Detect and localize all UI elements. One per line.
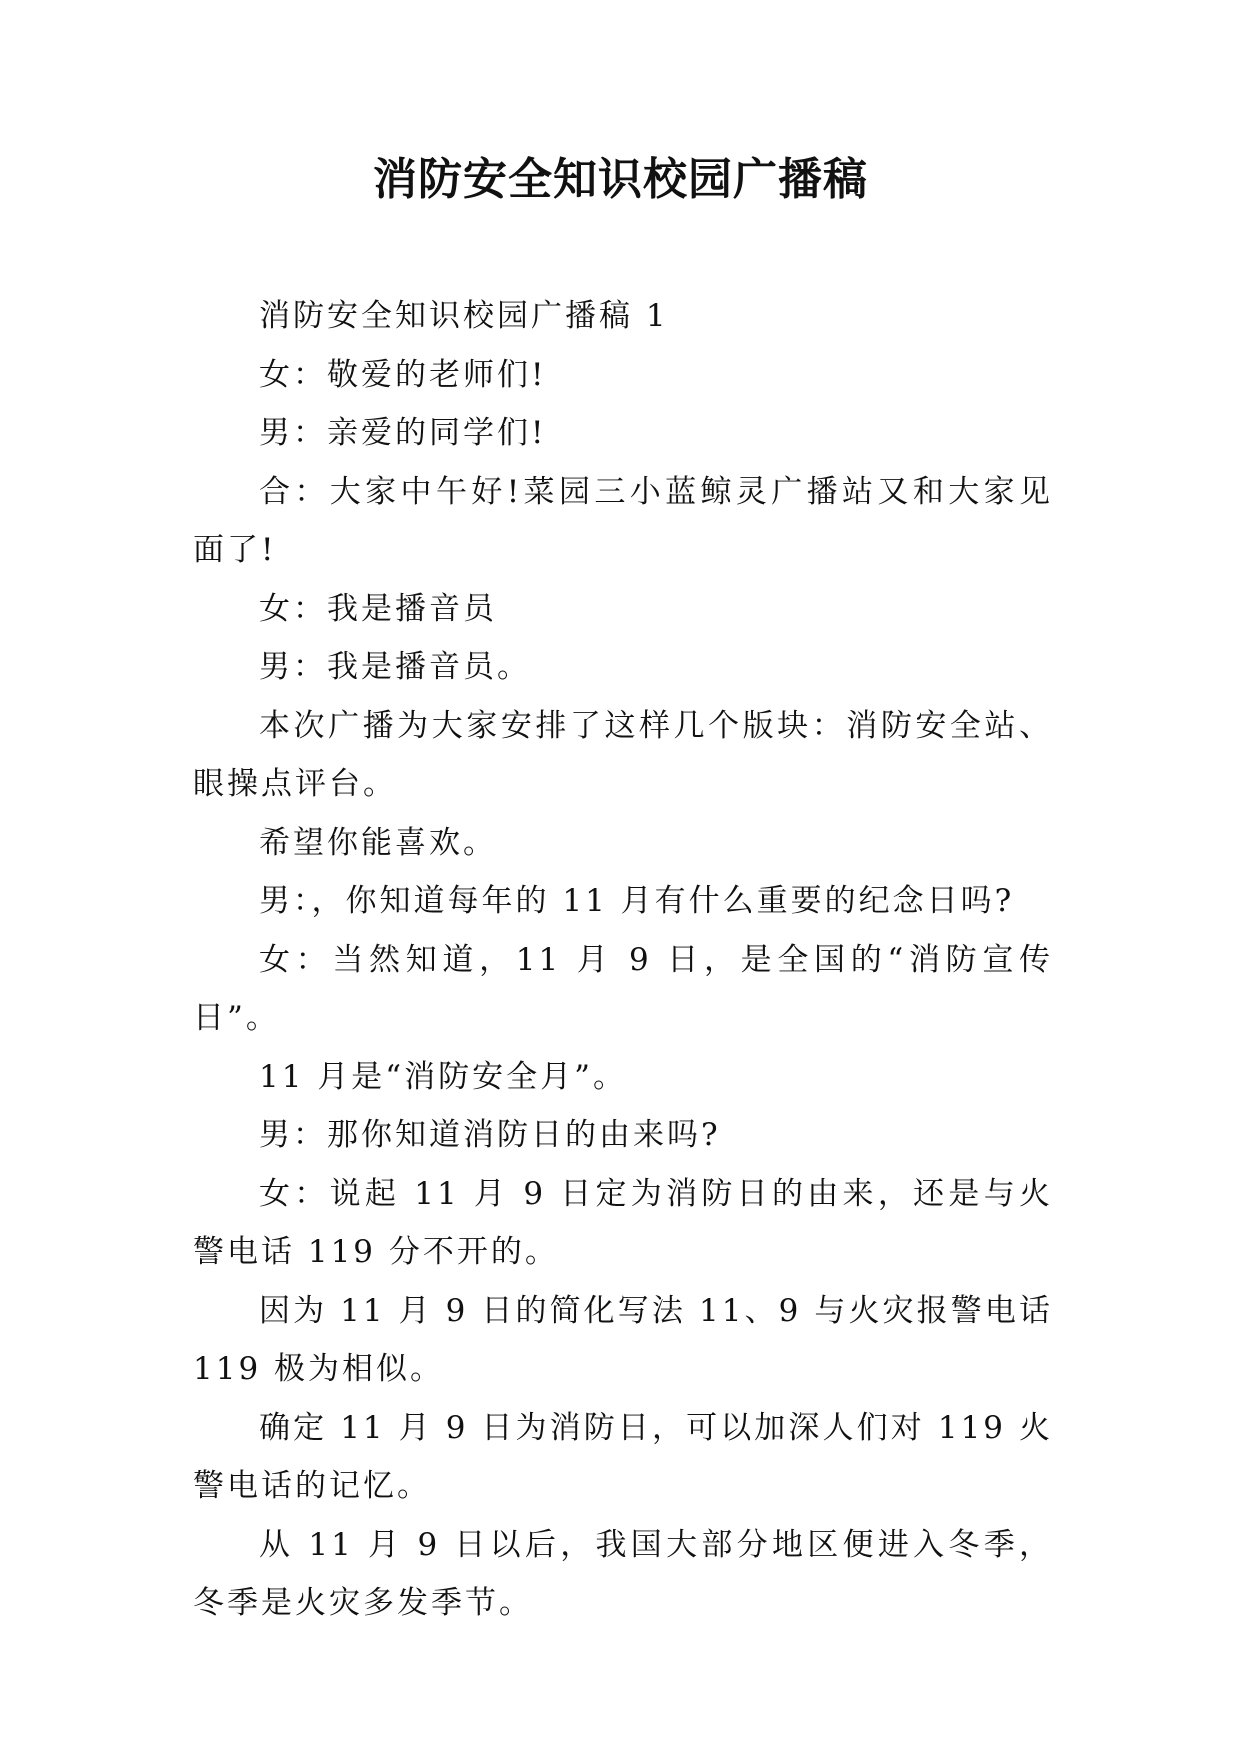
paragraph: 本次广播为大家安排了这样几个版块：消防安全站、眼操点评台。 (193, 707, 1053, 802)
paragraph: 因为 11 月 9 日的简化写法 11、9 与火灾报警电话 119 极为相似。 (193, 1292, 1053, 1387)
paragraph: 合：大家中午好!菜园三小蓝鲸灵广播站又和大家见面了! (193, 473, 1053, 568)
paragraph: 从 11 月 9 日以后，我国大部分地区便进入冬季，冬季是火灾多发季节。 (193, 1526, 1053, 1621)
paragraph: 女：敬爱的老师们! (259, 356, 547, 393)
paragraph: 男：那你知道消防日的由来吗? (259, 1117, 721, 1153)
paragraph: 确定 11 月 9 日为消防日，可以加深人们对 119 火警电话的记忆。 (193, 1409, 1053, 1504)
paragraph: 11 月是“消防安全月”。 (259, 1058, 627, 1095)
paragraph: 希望你能喜欢。 (259, 824, 497, 861)
document-title: 消防安全知识校园广播稿 (373, 154, 868, 205)
paragraph: 男：亲爱的同学们! (259, 415, 547, 451)
paragraph: 男：我是播音员。 (259, 649, 531, 685)
document-body (193, 287, 1053, 1633)
paragraph: 女：当然知道，11 月 9 日，是全国的“消防宣传日”。 (193, 941, 1053, 1036)
paragraph: 女：说起 11 月 9 日定为消防日的由来，还是与火警电话 119 分不开的。 (193, 1175, 1053, 1270)
paragraph: 女：我是播音员 (259, 590, 497, 627)
paragraph: 消防安全知识校园广播稿 1 (259, 298, 669, 334)
paragraph: 男：，你知道每年的 11 月有什么重要的纪念日吗? (259, 883, 1015, 919)
